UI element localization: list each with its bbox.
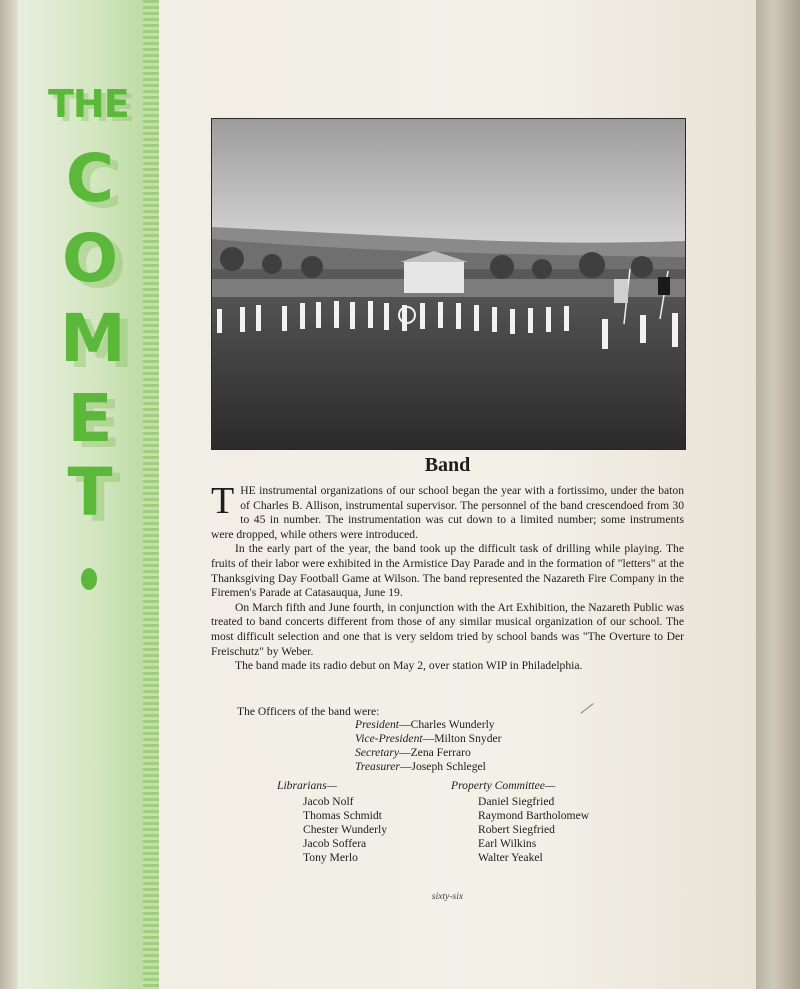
- masthead-letter-e: E: [67, 380, 113, 457]
- officer-entry: Secretary—Zena Ferraro: [355, 746, 471, 759]
- librarian-name: Jacob Soffera: [303, 837, 367, 850]
- paragraph-2: In the early part of the year, the band took up the difficult task of drilling while playing. The fruits of their labor were exhibited in the Armistice Day Parade and in the formation of "letters" at the Thanksgiving Day Football Game at Wilson. The band represented the Nazareth Fire Company in the Firemen's Parade at Catasauqua, June 19.: [211, 542, 684, 600]
- librarian-name: Chester Wunderly: [303, 823, 387, 836]
- masthead-letter-t: T: [67, 454, 113, 531]
- article-title: Band: [424, 454, 471, 476]
- band-photo-image: [212, 119, 685, 449]
- librarian-name: Tony Merlo: [303, 851, 358, 864]
- drop-cap: T: [211, 480, 235, 522]
- paragraph-3: On March fifth and June fourth, in conjunction with the Art Exhibition, the Nazareth Public was treated to band concerts different from those of any similar musical organization of our school. The most difficult selection and one that is very seldom tried by school bands was "The Overture to Der Freischutz" by Weber.: [211, 600, 684, 658]
- officer-entry: President—Charles Wunderly: [355, 718, 495, 731]
- masthead-letter-m: M: [60, 300, 126, 377]
- committee-member-name: Robert Siegfried: [478, 823, 555, 836]
- masthead-letter-o: O: [61, 220, 119, 297]
- book-gutter: [756, 0, 800, 989]
- paragraph-4: The band made its radio debut on May 2, over station WIP in Philadelphia.: [235, 659, 583, 673]
- officer-name: Zena Ferraro: [410, 746, 471, 759]
- officer-entry: Treasurer—Joseph Schlegel: [355, 760, 486, 773]
- officer-role: Secretary: [355, 746, 399, 759]
- librarian-name: Thomas Schmidt: [303, 809, 382, 822]
- page-edge-shadow: [0, 0, 18, 989]
- committee-member-name: Raymond Bartholomew: [478, 809, 590, 822]
- officer-name: Charles Wunderly: [410, 718, 495, 731]
- officer-role: Vice-President: [355, 732, 423, 745]
- page-number: sixty-six: [431, 892, 464, 902]
- masthead-letter-c: C: [65, 140, 115, 217]
- officer-name: Milton Snyder: [434, 732, 502, 745]
- paragraph-1: [211, 480, 684, 542]
- officer-name: Joseph Schlegel: [411, 760, 486, 773]
- officer-entry: Vice-President—Milton Snyder: [355, 732, 502, 745]
- committee-member-name: Daniel Siegfried: [478, 795, 555, 808]
- librarians-heading: Librarians—: [277, 779, 337, 792]
- committee-member-name: Walter Yeakel: [478, 851, 543, 864]
- officer-role: President: [355, 718, 400, 731]
- pencil-mark: [580, 703, 593, 714]
- committee-member-name: Earl Wilkins: [478, 837, 537, 850]
- officer-role: Treasurer: [355, 760, 400, 773]
- masthead-the: THE: [48, 82, 129, 126]
- property-committee-heading: Property Committee—: [451, 779, 556, 792]
- masthead-stripe: [143, 0, 159, 989]
- masthead-dot: [81, 568, 97, 590]
- article-body: [211, 480, 684, 674]
- officers-intro: The Officers of the band were:: [237, 705, 380, 718]
- librarian-name: Jacob Nolf: [303, 795, 354, 808]
- paragraph-1-text: HE instrumental organizations of our school began the year with a fortissimo, under the baton of Charles B. Allison, instrumental supervisor. The personnel of the band crescendoed from 30 to 45 in number. The instrumentation was cut down to a limited number; some instruments were dropped, while others were introduced.: [211, 484, 684, 541]
- band-photo: [211, 118, 686, 450]
